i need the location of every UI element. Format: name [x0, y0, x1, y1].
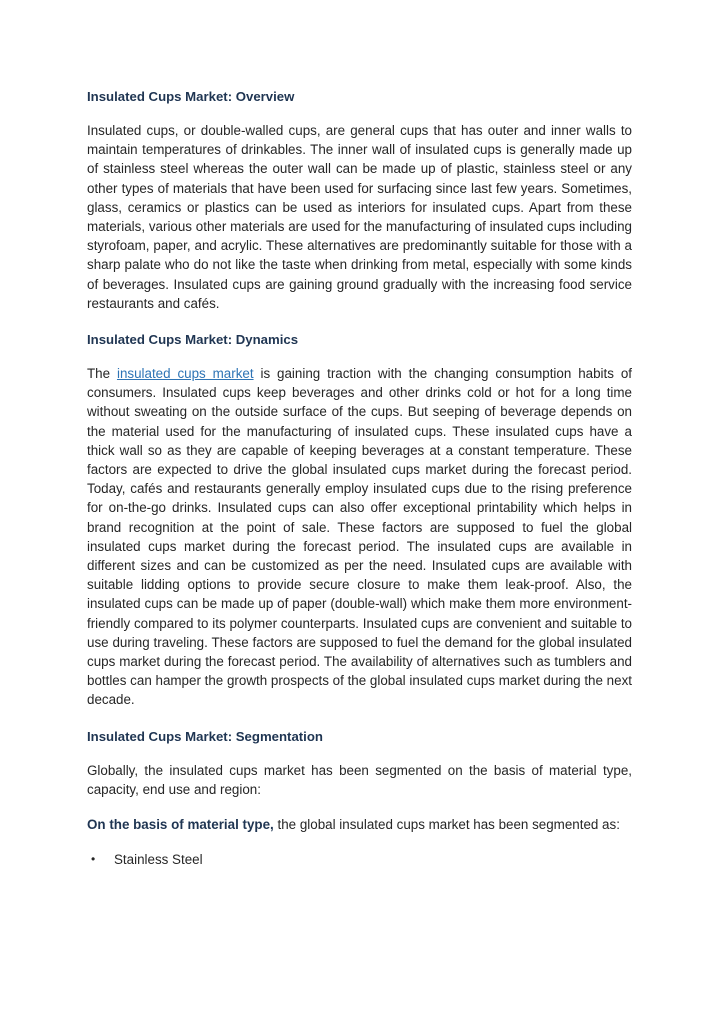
material-type-list — [87, 850, 632, 869]
dynamics-paragraph — [87, 364, 632, 710]
material-type-paragraph — [87, 815, 632, 834]
dynamics-heading: Insulated Cups Market: Dynamics — [87, 332, 299, 348]
overview-heading: Insulated Cups Market: Overview — [87, 89, 295, 104]
segmentation-intro: Globally, the insulated cups market has been segmented on the basis of material type, capacity, end use and region: — [87, 762, 632, 797]
overview-paragraph: Insulated cups, or double-walled cups, are general cups that has outer and inner walls to maintain temperatures of drinkables. The inner wall of insulated cups is generally made up of stainless steel whereas the outer wall can be made up of plastic, stainless steel or any other types of materials that have been used for surfacing since last few years. Sometimes, glass, ceramics or plastics can be used as interiors for insulated cups. Apart from these materials, various other materials are used for the manufacturing of insulated cups including styrofoam, paper, and acrylic. These alternatives are predominantly suitable for those with a sharp palate who do not like the taste when drinking from metal, especially with some kinds of beverages. Insulated cups are gaining ground gradually with the increasing food service restaurants and cafés. — [87, 123, 632, 311]
list-item — [87, 850, 632, 869]
list-item-label: Stainless Steel — [114, 852, 203, 868]
segmentation-heading: Insulated Cups Market: Segmentation — [87, 728, 323, 744]
insulated-cups-market-link[interactable]: insulated cups market — [116, 366, 254, 382]
dynamics-prefix: The — [87, 366, 117, 382]
document-page — [87, 86, 632, 870]
material-type-lead: On the basis of material type, — [87, 817, 274, 833]
dynamics-body: is gaining traction with the changing consumption habits of consumers. Insulated cups keep beverages and other drinks cold or hot for a long time without sweating on the outside surface of the cups. But seeping of beverage depends on the material used for the manufacturing of insulated cups. These insulated cups have a thick wall so as they are capable of keeping beverages at a constant temperature. These factors are expected to drive the global insulated cups market during the forecast period. Today, cafés and restaurants generally employ insulated cups due to the rising preference for on-the-go drinks. Insulated cups can also offer exceptional printability which helps in brand recognition at the point of sale. These factors are supposed to fuel the global insulated cups market during the forecast period. The insulated cups are available in different sizes and can be customized as per the need. Insulated cups are available with suitable lidding options to provide secure closure to make them leak-proof. Also, the insulated cups can be made up of paper (double-wall) which make them more environment-friendly compared to its polymer counterparts. Insulated cups are convenient and suitable to use during traveling. These factors are supposed to fuel the demand for the global insulated cups market during the forecast period. The availability of alternatives such as tumblers and bottles can hamper the growth prospects of the global insulated cups market during the next decade. — [87, 366, 632, 708]
bullet-icon: • — [91, 852, 96, 867]
material-type-rest: the global insulated cups market has been segmented as: — [273, 817, 620, 833]
